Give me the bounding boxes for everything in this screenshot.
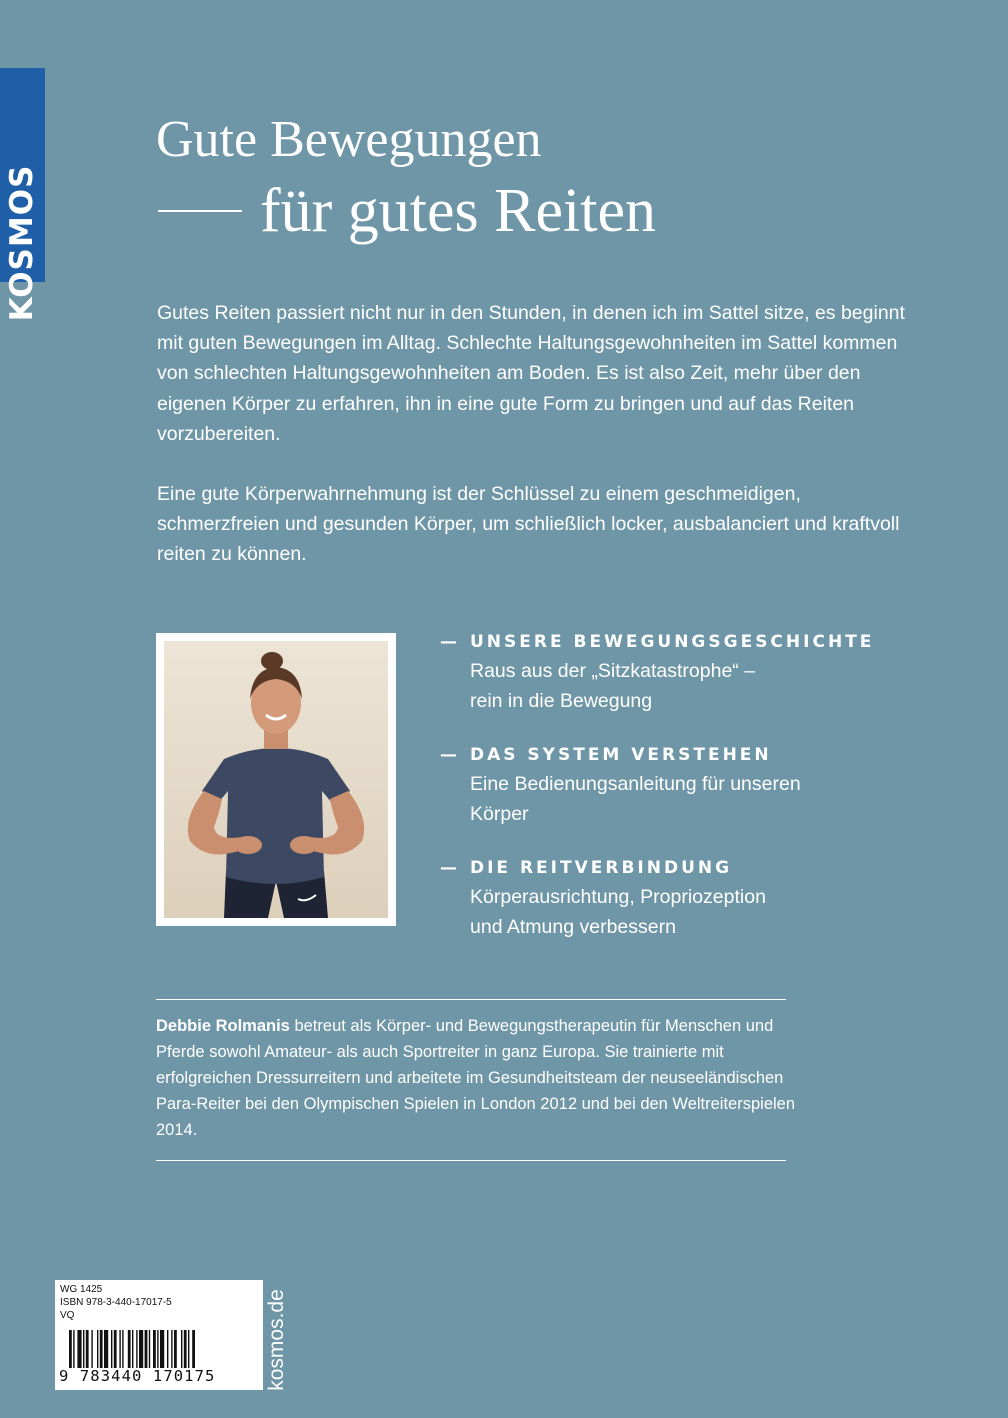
barcode-isbn: ISBN 978-3-440-17017-5 (60, 1297, 172, 1308)
feature-list (440, 628, 920, 967)
barcode-wg: WG 1425 (60, 1284, 103, 1295)
title-line-1: Gute Bewegungen (156, 111, 542, 168)
woman-portrait-photo (164, 641, 388, 918)
feature-line: Eine Bedienungsanleitung für unseren (470, 773, 801, 795)
feature-dash: — (440, 632, 457, 652)
feature-description (440, 882, 920, 942)
author-bio (156, 1013, 796, 1143)
feature-description (440, 769, 920, 829)
divider-top (156, 999, 786, 1000)
feature-line: Körperausrichtung, Propriozeption (470, 886, 766, 908)
publisher-logo-tab (0, 68, 45, 322)
barcode-digits: 9 783440 170175 (59, 1367, 216, 1385)
feature-line: und Atmung verbessern (470, 916, 676, 938)
feature-line: Raus aus der „Sitzkatastrophe“ – (470, 660, 756, 682)
barcode-label (55, 1280, 263, 1390)
feature-heading: DIE REITVERBINDUNG (470, 858, 733, 878)
feature-line: Körper (470, 803, 529, 825)
feature-description (440, 656, 920, 716)
publisher-website: kosmos.de (265, 1289, 288, 1391)
author-photo-frame (156, 633, 396, 926)
feature-item (440, 628, 920, 716)
feature-dash: — (440, 858, 457, 878)
title-dash (158, 210, 242, 212)
feature-dash: — (440, 745, 457, 765)
publisher-logo: KOSMOS (4, 164, 40, 322)
barcode-icon (69, 1330, 251, 1368)
author-bio-text: betreut als Körper- und Bewegungstherapeutin für Menschen und Pferde sowohl Amateur- als auch Sportreiter in ganz Europa. Sie trainierte mit erfolgreichen Dressurreitern und arbeitete im Gesundheitsteam der neuseeländischen Para-Reiter bei den Olympischen Spielen in London 2012 und bei den Weltreiterspielen 2014. (156, 1017, 796, 1139)
divider-bottom (156, 1160, 786, 1161)
title-line-2: für gutes Reiten (260, 177, 657, 245)
feature-heading: UNSERE BEWEGUNGSGESCHICHTE (470, 632, 875, 652)
intro-paragraph-1: Gutes Reiten passiert nicht nur in den Stunden, in denen ich im Sattel sitze, es beginnt mit guten Bewegungen im Alltag. Schlechte Haltungsgewohnheiten im Sattel kommen von schlechten Haltungsgewohnheiten am Boden. Es ist also Zeit, mehr über den eigenen Körper zu erfahren, ihn in eine gute Form zu bringen und auf das Reiten vorzubereiten. (157, 302, 905, 445)
barcode-code: VQ (60, 1310, 75, 1321)
intro-text (157, 298, 917, 570)
feature-item (440, 741, 920, 829)
author-name: Debbie Rolmanis (156, 1017, 290, 1035)
feature-item (440, 854, 920, 942)
author-photo (164, 641, 388, 918)
feature-line: rein in die Bewegung (470, 690, 653, 712)
feature-heading: DAS SYSTEM VERSTEHEN (470, 745, 772, 765)
intro-paragraph-2: Eine gute Körperwahrnehmung ist der Schlüssel zu einem geschmeidigen, schmerzfreien und gesunden Körper, um schließlich locker, ausbalanciert und kraftvoll reiten zu können. (157, 483, 900, 566)
